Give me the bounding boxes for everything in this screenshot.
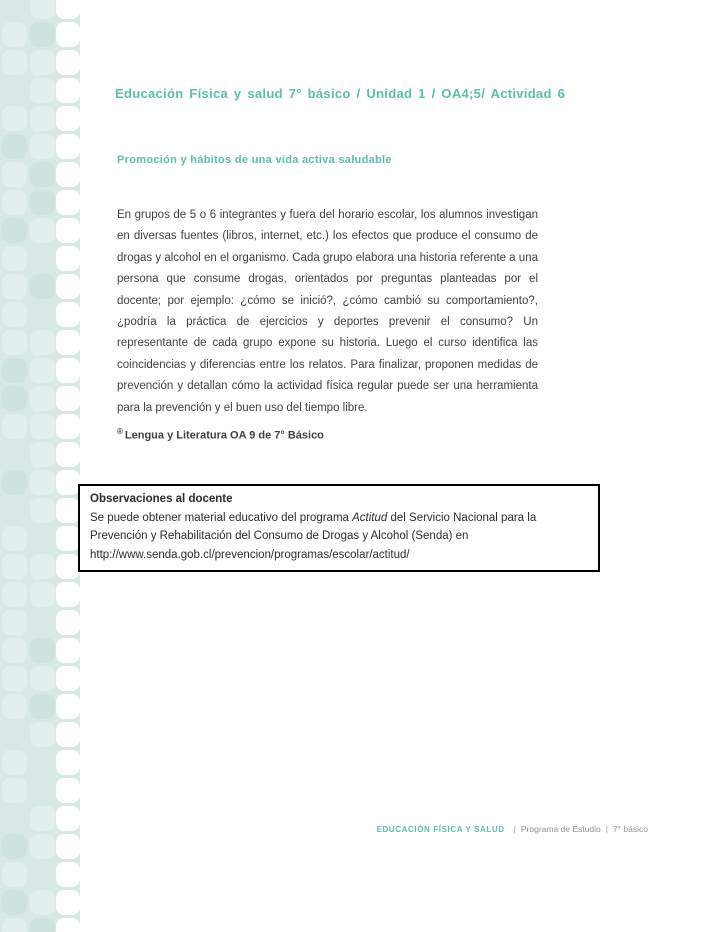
program-name: Actitud	[352, 511, 388, 524]
page-footer	[377, 824, 648, 834]
observations-text	[90, 509, 588, 565]
activity-subtitle: Promoción y hábitos de una vida activa saludable	[117, 154, 392, 166]
footer-grade-label: 7° básico	[612, 824, 648, 834]
cross-reference-note	[117, 427, 324, 442]
footer-program-label: Programa de Estudio	[520, 824, 601, 834]
footer-subject-label: EDUCACIÓN FÍSICA Y SALUD	[376, 825, 505, 834]
registered-mark-icon: ®	[117, 427, 123, 436]
footer-separator: |	[513, 824, 516, 834]
page-title: Educación Física y salud 7° básico / Unidad 1 / OA4;5/ Actividad 6	[115, 86, 566, 101]
observations-title: Observaciones al docente	[90, 493, 233, 505]
cross-reference-text: Lengua y Literatura OA 9 de 7° Básico	[124, 429, 324, 442]
activity-description: En grupos de 5 o 6 integrantes y fuera del horario escolar, los alumnos investigan en diversas fuentes (libros, internet, etc.) los efectos que produce el consumo de drogas y alcohol en el organismo. Cada grupo elabora una historia referente a una persona que consume drogas, orientados por preguntas planteadas por el docente; por ejemplo: ¿cómo se inició?, ¿cómo cambió su comportamiento?, ¿podría la práctica de ejercicios y deportes prevenir el consumo? Un representante de cada grupo expone su historia. Luego el curso identifica las coincidencias y diferencias entre los relatos. Para finalizar, proponen medidas de prevención y detallan cómo la actividad física regular puede ser una herramienta para la prevención y el buen uso del tiempo libre.	[117, 209, 538, 414]
observations-text-suffix: del Servicio Nacional para la Prevención y Rehabilitación del Consumo de Drogas y Alcohol (Senda) en	[90, 511, 537, 542]
observations-box	[78, 484, 600, 572]
url-link[interactable]: http://www.senda.gob.cl/prevencion/programas/escolar/actitud/	[90, 548, 410, 561]
observations-text-prefix: Se puede obtener material educativo del programa	[90, 511, 353, 524]
footer-separator: |	[605, 824, 608, 834]
